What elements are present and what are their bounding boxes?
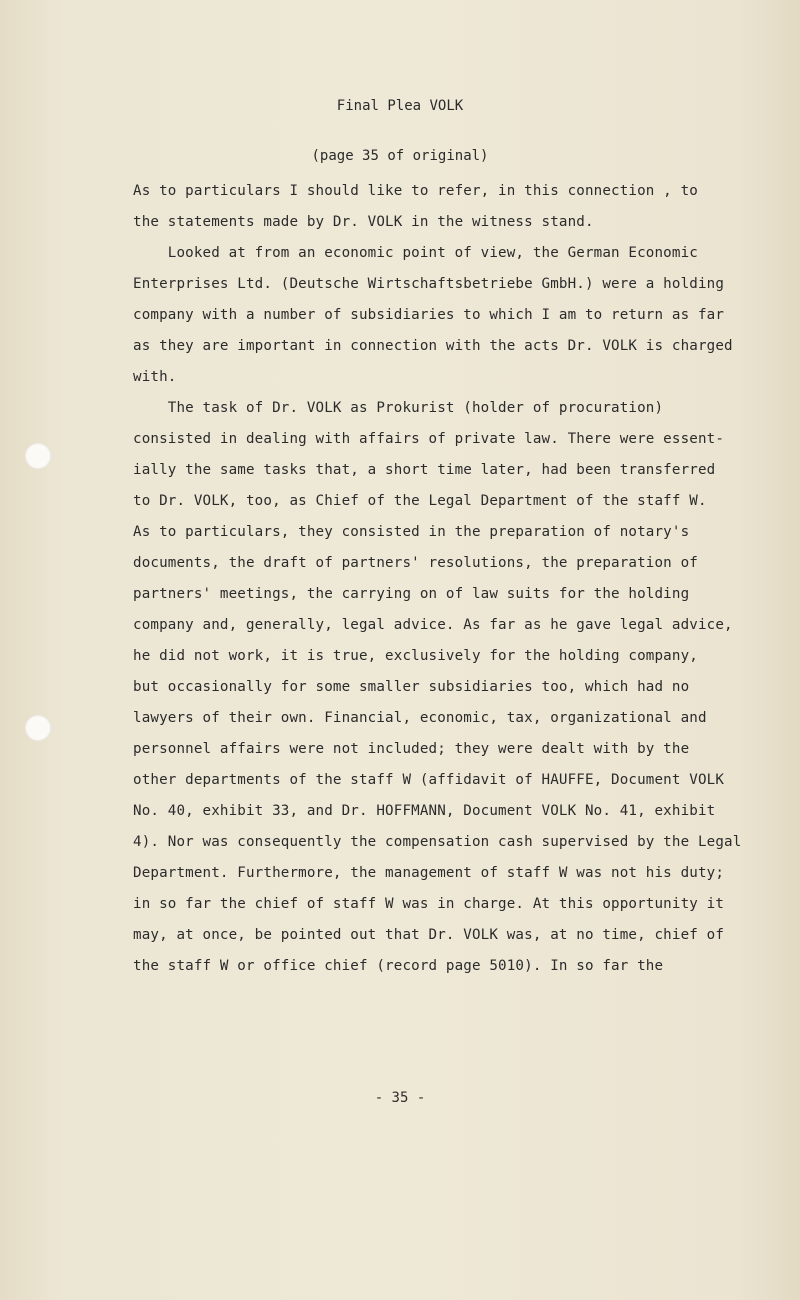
body-line: Looked at from an economic point of view, the German Economic xyxy=(133,245,698,261)
body-line: company and, generally, legal advice. As far as he gave legal advice, xyxy=(133,617,733,633)
punch-hole-bottom xyxy=(25,715,51,741)
body-line: company with a number of subsidiaries to which I am to return as far xyxy=(133,307,725,323)
body-line: documents, the draft of partners' resolutions, the preparation of xyxy=(133,555,698,571)
body-line: The task of Dr. VOLK as Prokurist (holder of procuration) xyxy=(133,400,664,416)
body-line: the statements made by Dr. VOLK in the witness stand. xyxy=(133,214,594,230)
body-line: may, at once, be pointed out that Dr. VOLK was, at no time, chief of xyxy=(133,927,725,943)
body-line: partners' meetings, the carrying on of law suits for the holding xyxy=(133,586,690,602)
body-line: with. xyxy=(133,369,177,385)
body-line: the staff W or office chief (record page 5010). In so far the xyxy=(133,958,664,974)
body-line: but occasionally for some smaller subsidiaries too, which had no xyxy=(133,679,690,695)
body-line: personnel affairs were not included; they were dealt with by the xyxy=(133,741,690,757)
body-line: as they are important in connection with the acts Dr. VOLK is charged xyxy=(133,338,733,354)
body-line: other departments of the staff W (affidavit of HAUFFE, Document VOLK xyxy=(133,772,725,788)
body-line: No. 40, exhibit 33, and Dr. HOFFMANN, Document VOLK No. 41, exhibit xyxy=(133,803,716,819)
body-line: ially the same tasks that, a short time later, had been transferred xyxy=(133,462,716,478)
page-reference: (page 35 of original) xyxy=(311,148,489,164)
body-line: to Dr. VOLK, too, as Chief of the Legal Department of the staff W. xyxy=(133,493,707,509)
document-title: Final Plea VOLK xyxy=(336,98,464,114)
body-line: lawyers of their own. Financial, economic, tax, organizational and xyxy=(133,710,707,726)
body-line: in so far the chief of staff W was in charge. At this opportunity it xyxy=(133,896,725,912)
body-line: Enterprises Ltd. (Deutsche Wirtschaftsbetriebe GmbH.) were a holding xyxy=(133,276,725,292)
page-number: - 35 - xyxy=(374,1090,426,1106)
body-line: As to particulars, they consisted in the preparation of notary's xyxy=(133,524,690,540)
punch-hole-top xyxy=(25,443,51,469)
body-line: consisted in dealing with affairs of private law. There were essent- xyxy=(133,431,725,447)
body-line: he did not work, it is true, exclusively for the holding company, xyxy=(133,648,698,664)
body-line: As to particulars I should like to refer, in this connection , to xyxy=(133,183,698,199)
body-line: Department. Furthermore, the management of staff W was not his duty; xyxy=(133,865,725,881)
body-line: 4). Nor was consequently the compensation cash supervised by the Legal xyxy=(133,834,742,850)
